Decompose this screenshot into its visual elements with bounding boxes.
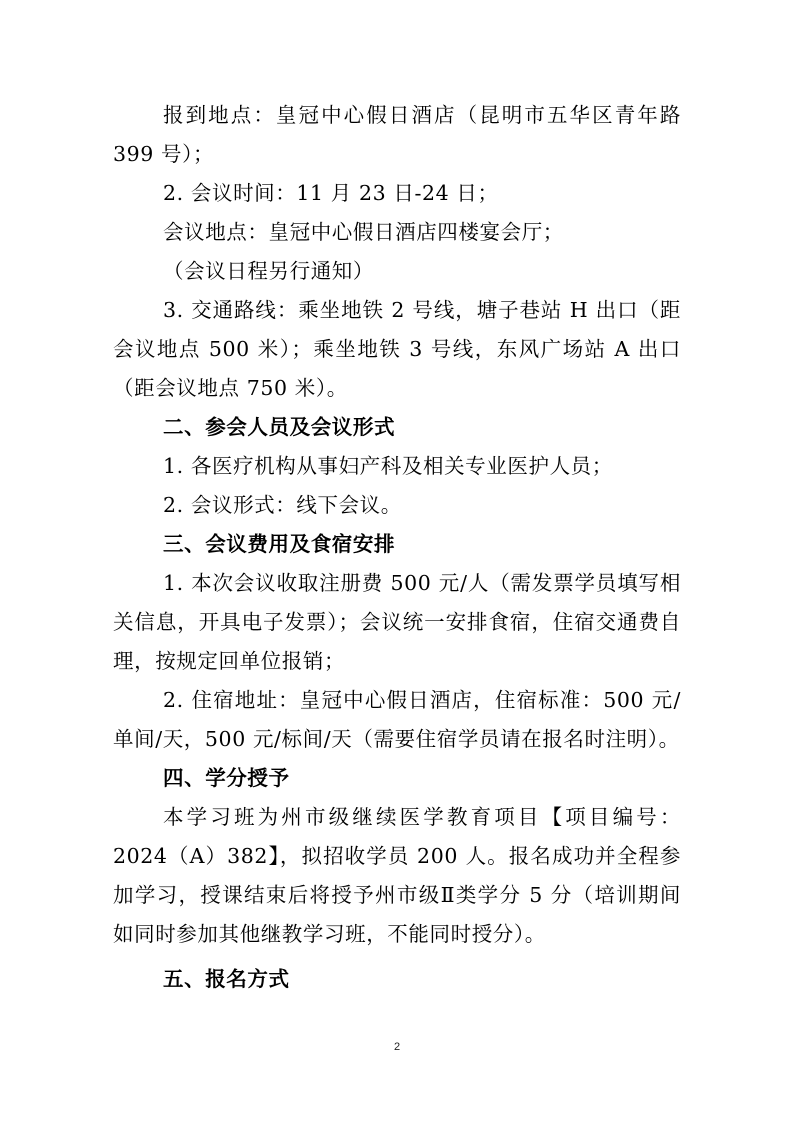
section-heading-registration: 五、报名方式 [163, 967, 290, 991]
section-heading-participants: 二、参会人员及会议形式 [163, 415, 396, 439]
paragraph-transport-route: 3. 交通路线：乘坐地铁 2 号线，塘子巷站 H 出口（距会议地点 500 米）；乘坐地铁 3 号线，东风广场站 A 出口（距会议地点 750 米）。 [113, 298, 681, 400]
paragraph-meeting-time: 2. 会议时间：11 月 23 日-24 日； [163, 181, 499, 205]
paragraph-credits: 本学习班为州市级继续医学教育项目【项目编号：2024（A）382】，拟招收学员 200 人。报名成功并全程参加学习，授课结束后将授予州市级Ⅱ类学分 5 分（培训期间如同时参加其他继教学习班，不能同时授分）。 [113, 805, 681, 946]
section-heading-fees: 三、会议费用及食宿安排 [163, 532, 396, 556]
paragraph-meeting-location: 会议地点：皇冠中心假日酒店四楼宴会厅； [163, 220, 564, 244]
paragraph-accommodation: 2. 住宿地址：皇冠中心假日酒店，住宿标准：500 元/单间/天，500 元/标间/天（需要住宿学员请在报名时注明）。 [113, 688, 681, 751]
paragraph-participants: 1. 各医疗机构从事妇产科及相关专业医护人员； [163, 454, 613, 478]
paragraph-schedule-note: （会议日程另行通知） [163, 259, 374, 283]
section-heading-credits: 四、学分授予 [163, 766, 290, 790]
document-body [113, 96, 681, 999]
page-number: 2 [393, 1041, 401, 1053]
paragraph-registration-fee: 1. 本次会议收取注册费 500 元/人（需发票学员填写相关信息，开具电子发票）；会议统一安排食宿，住宿交通费自理，按规定回单位报销； [113, 571, 681, 673]
paragraph-meeting-format: 2. 会议形式：线下会议。 [163, 493, 402, 517]
paragraph-registration-location: 报到地点：皇冠中心假日酒店（昆明市五华区青年路 399 号）； [113, 103, 681, 166]
